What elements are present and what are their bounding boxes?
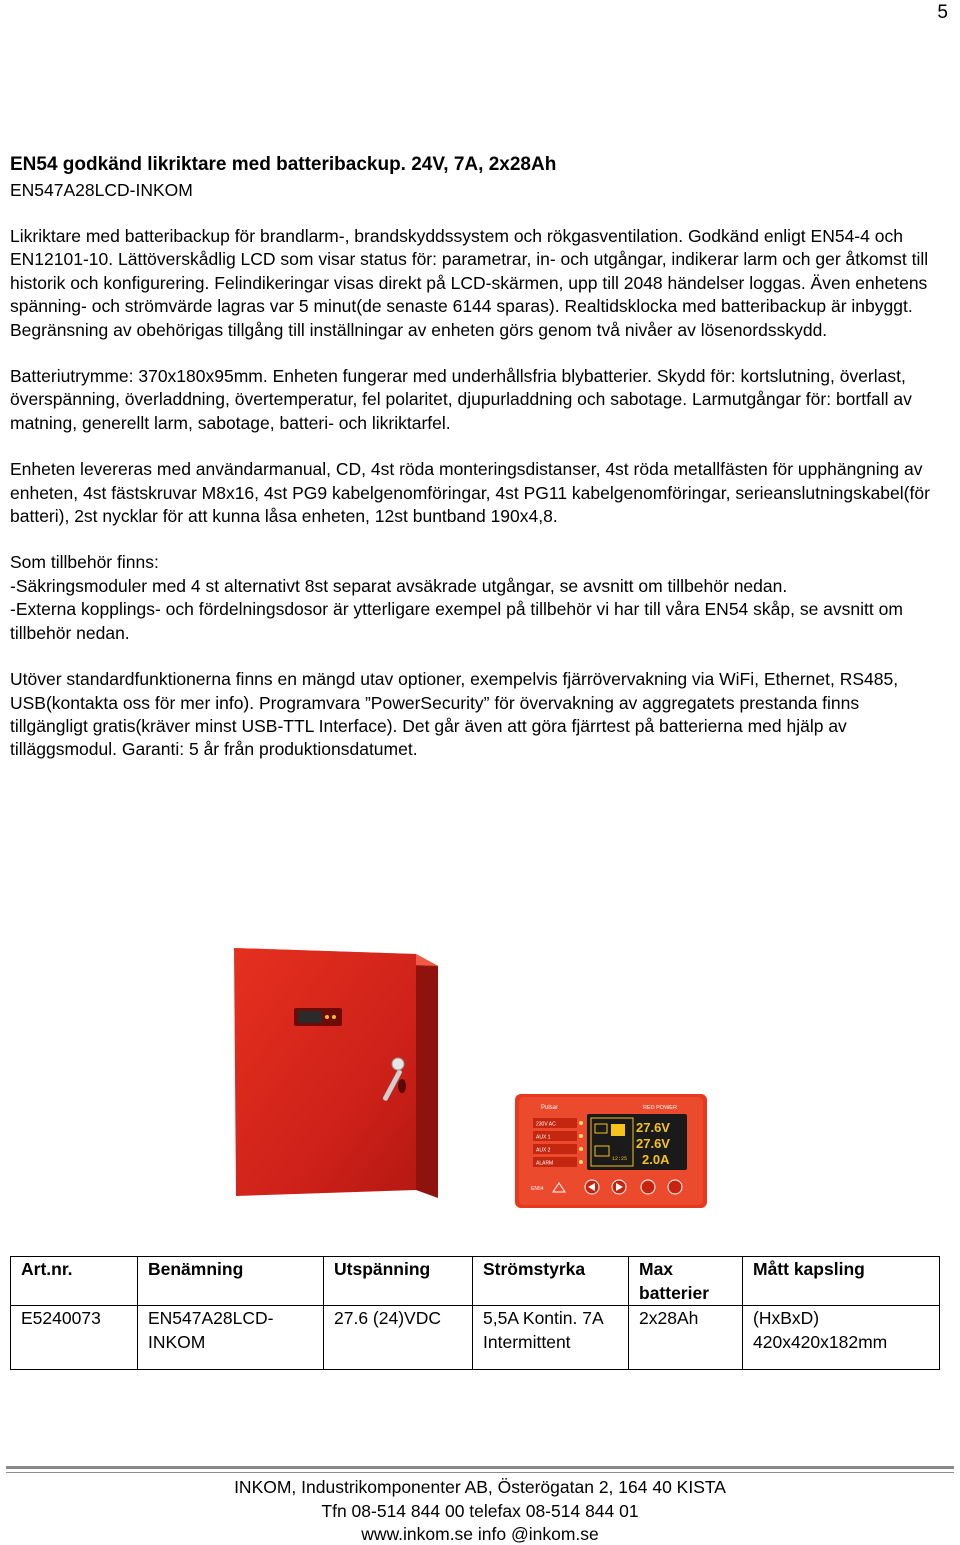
col-header: Art.nr.	[11, 1257, 138, 1306]
product-description	[10, 152, 940, 762]
table-cell: 27.6 (24)VDC	[324, 1306, 473, 1370]
footer-web: www.inkom.se info @inkom.se	[361, 1524, 599, 1544]
accessories-item: -Säkringsmoduler med 4 st alternativt 8st separat avsäkrade utgångar, se avsnitt om tillbehör nedan.	[10, 575, 788, 596]
lcd-reading: 2.0A	[642, 1152, 670, 1167]
col-header: Benämning	[138, 1257, 324, 1306]
footer-divider	[6, 1466, 954, 1469]
paragraph-intro: Likriktare med batteribackup för brandlarm-, brandskyddssystem och rökgasventilation. Godkänd enligt EN54-4 och EN12101-10. Lättöverskådlig LCD som visar status för: parametrar, in- och utgångar, indikerar larm och ger åtkomst till historik och konfigurering. Felindikeringar visas direkt på LCD-skärmen, upp till 2048 händelser loggas. Även enhetens spänning- och strömvärde lagras var 5 minut(de senaste 6144 sparas). Realtidsklocka med batteribackup är inbyggt. Begränsning av obehörigas tillgång till inställningar av enheten görs genom två nivåer av lösenordsskydd.	[10, 226, 929, 340]
lcd-reading: 27.6V	[636, 1120, 670, 1135]
col-header: Mått kapsling	[743, 1257, 940, 1306]
table-cell: EN547A28LCD-INKOM	[138, 1306, 324, 1370]
table-cell: 5,5A Kontin. 7A Intermittent	[473, 1306, 629, 1370]
status-label: AUX 2	[536, 1147, 551, 1154]
product-title: EN54 godkänd likriktare med batteribackup. 24V, 7A, 2x28Ah	[10, 154, 557, 175]
col-header: Strömstyrka	[473, 1257, 629, 1306]
lcd-panel-image	[515, 1094, 707, 1208]
table-header-row	[11, 1257, 940, 1306]
status-label: ALARM	[536, 1160, 554, 1167]
table-cell: 2x28Ah	[629, 1306, 743, 1370]
accessories-heading: Som tillbehör finns:	[10, 552, 159, 573]
paragraph-delivery: Enheten levereras med användarmanual, CD, 4st röda monteringsdistanser, 4st röda metallfästen för upphängning av enheten, 4st fästskruvar M8x16, 4st PG9 kabelgenomföringar, 4st PG11 kabelgenomföringar, serieanslutningskabel(för batteri), 2st nycklar för att kunna låsa enheten, 12st buntband 190x4,8.	[10, 459, 930, 527]
table-cell: E5240073	[11, 1306, 138, 1370]
col-header: Max batterier	[629, 1257, 743, 1306]
spec-table	[10, 1256, 940, 1370]
lcd-clock: 12:25	[612, 1156, 628, 1162]
table-cell: (HxBxD) 420x420x182mm	[743, 1306, 940, 1370]
footer-phone: Tfn 08-514 844 00 telefax 08-514 844 01	[321, 1500, 639, 1521]
status-label: 230V AC	[536, 1121, 556, 1128]
page-number: 5	[937, 2, 948, 23]
status-label: AUX 1	[536, 1134, 551, 1141]
paragraph-accessories	[10, 551, 940, 645]
accessories-item: -Externa kopplings- och fördelningsdosor är ytterligare exempel på tillbehör vi har till våra EN54 skåp, se avsnitt om tillbehör nedan.	[10, 599, 903, 643]
col-header: Utspänning	[324, 1257, 473, 1306]
panel-title: RED POWER	[643, 1105, 677, 1111]
en54-mark: EN54	[531, 1186, 544, 1192]
cabinet-image	[226, 940, 444, 1202]
paragraph-battery: Batteriutrymme: 370x180x95mm. Enheten fungerar med underhållsfria blybatterier. Skydd för: kortslutning, överlast, överspänning, överladdning, övertemperatur, fel polaritet, djupurladdning och sabotage. Larmutgångar för: bortfall av matning, generellt larm, sabotage, batteri- och likriktarfel.	[10, 366, 912, 433]
footer-divider	[6, 1472, 954, 1473]
product-code: EN547A28LCD-INKOM	[10, 180, 193, 200]
lcd-reading: 27.6V	[636, 1136, 670, 1151]
footer-address: INKOM, Industrikomponenter AB, Österögatan 2, 164 40 KISTA	[234, 1477, 726, 1497]
brand-text: Pulsar	[541, 1105, 559, 1111]
paragraph-options: Utöver standardfunktionerna finns en mängd utav optioner, exempelvis fjärrövervakning via WiFi, Ethernet, RS485, USB(kontakta oss för mer info). Programvara ”PowerSecurity” för övervakning av aggregatets prestanda finns tillgängligt gratis(kräver minst USB-TTL Interface). Det går även att göra fjärrtest på batterierna med hjälp av tilläggsmodul. Garanti: 5 år från produktionsdatumet.	[10, 669, 899, 760]
table-row	[11, 1306, 940, 1370]
footer	[0, 1476, 960, 1545]
